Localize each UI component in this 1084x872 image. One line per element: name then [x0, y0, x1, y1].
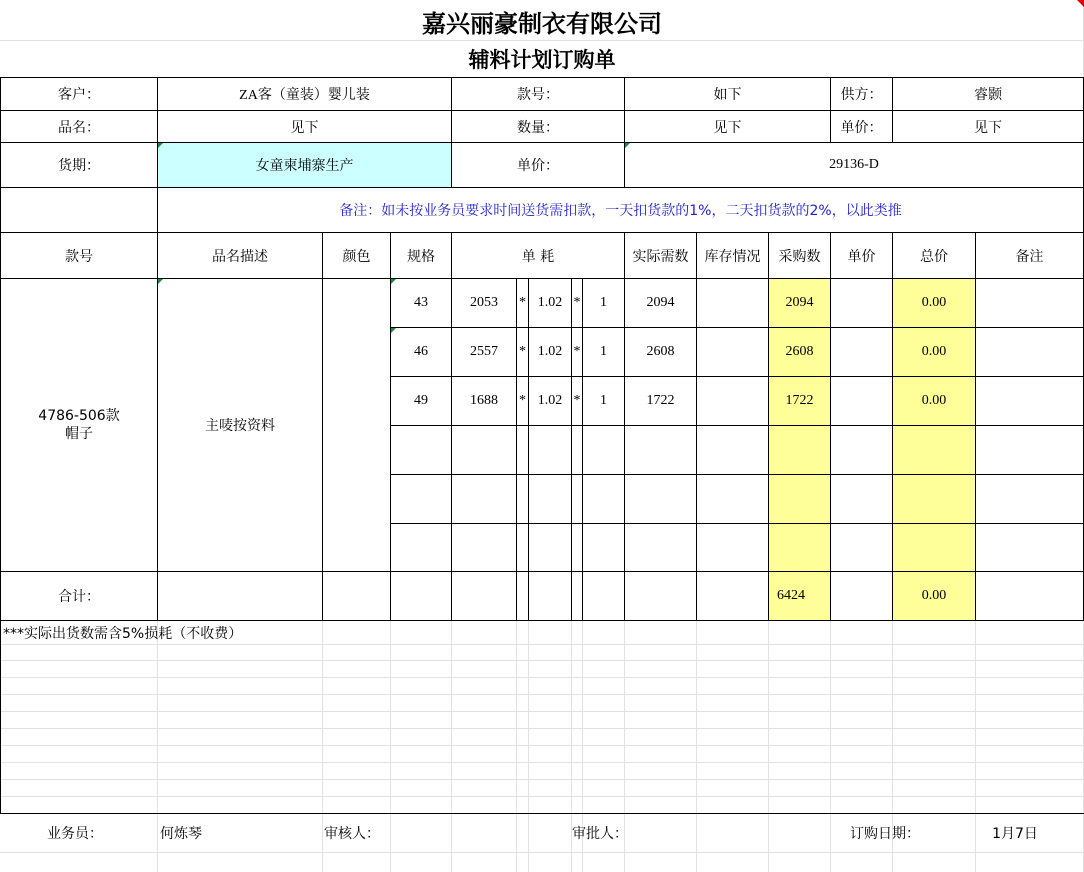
form-title: 辅料计划订购单: [468, 47, 616, 72]
total-rate[interactable]: [528, 571, 572, 621]
comment-marker: [158, 143, 163, 148]
row-rate[interactable]: 1.02: [528, 278, 572, 328]
row-actual[interactable]: 2094: [624, 278, 697, 328]
row-unit-price[interactable]: [830, 425, 893, 475]
row-spec[interactable]: 49: [390, 376, 452, 426]
row-stock[interactable]: [696, 425, 769, 475]
row-actual[interactable]: [624, 425, 697, 475]
row-note[interactable]: [975, 376, 1084, 426]
total-note[interactable]: [975, 571, 1084, 621]
row-total[interactable]: 0.00: [892, 376, 976, 426]
customer-label: 客户：: [0, 77, 158, 111]
total-unit-price[interactable]: [830, 571, 893, 621]
price2-label: 单价：: [451, 142, 625, 188]
comment-marker: [391, 328, 396, 333]
row-op2: *: [571, 278, 583, 328]
header-color: 颜色: [322, 232, 391, 279]
header-consumption: 单 耗: [451, 232, 625, 279]
row-purchase[interactable]: 2608: [768, 327, 831, 377]
company-title: 嘉兴丽豪制衣有限公司: [422, 8, 662, 38]
row-mult[interactable]: [582, 523, 625, 572]
row-mult[interactable]: [582, 474, 625, 524]
customer-value[interactable]: ZA客（童装）婴儿装: [157, 77, 452, 111]
supplier-value[interactable]: 睿颢: [892, 77, 1084, 111]
header-purchase-qty: 采购数: [768, 232, 831, 279]
row-note[interactable]: [975, 278, 1084, 328]
header-total-price: 总价: [892, 232, 976, 279]
remark-text: 备注：如未按业务员要求时间送货需扣款，一天扣货款的1%，二天扣货款的2%，以此类推: [157, 187, 1084, 233]
header-actual-need: 实际需数: [624, 232, 697, 279]
header-unit-price: 单价: [830, 232, 893, 279]
reviewer-label: 审核人：: [324, 826, 380, 842]
style-label: 款号：: [451, 77, 625, 111]
total-spec[interactable]: [390, 571, 452, 621]
style-no-line1: 4786-506款: [38, 408, 120, 424]
color-cell[interactable]: [322, 278, 391, 572]
row-note[interactable]: [975, 474, 1084, 524]
row-spec[interactable]: [390, 523, 452, 572]
header-spec: 规格: [390, 232, 452, 279]
row-base[interactable]: [451, 474, 517, 524]
row-spec[interactable]: [390, 425, 452, 475]
qty-label: 数量：: [451, 110, 625, 143]
row-note[interactable]: [975, 327, 1084, 377]
row-base[interactable]: [451, 425, 517, 475]
product-value[interactable]: 见下: [157, 110, 452, 143]
row-total[interactable]: 0.00: [892, 278, 976, 328]
comment-marker: [625, 143, 630, 148]
row-total[interactable]: [892, 425, 976, 475]
row-actual[interactable]: 1722: [624, 376, 697, 426]
row-actual[interactable]: 2608: [624, 327, 697, 377]
unit-price-label: 单价：: [830, 110, 893, 143]
row-actual[interactable]: [624, 523, 697, 572]
row-base[interactable]: 2557: [451, 327, 517, 377]
row-note[interactable]: [975, 425, 1084, 475]
order-date-label: 订购日期：: [850, 826, 920, 842]
row-unit-price[interactable]: [830, 523, 893, 572]
style-no-cell[interactable]: [0, 278, 158, 572]
total-price[interactable]: 0.00: [892, 571, 976, 621]
unit-price-value[interactable]: 见下: [892, 110, 1084, 143]
row-mult[interactable]: 1: [582, 376, 625, 426]
footnote-text: ***实际出货数需含5%损耗（不收费）: [3, 626, 243, 642]
total-color[interactable]: [322, 571, 391, 621]
supplier-label: 供方：: [830, 77, 893, 111]
row-stock[interactable]: [696, 278, 769, 328]
total-actual[interactable]: [624, 571, 697, 621]
comment-marker: [391, 279, 396, 284]
order-date-value[interactable]: 1月7日: [992, 826, 1038, 842]
product-label: 品名：: [0, 110, 158, 143]
row-op2: *: [571, 376, 583, 426]
description-cell[interactable]: 主唛按资料: [157, 278, 323, 572]
row-rate[interactable]: 1.02: [528, 327, 572, 377]
row-unit-price[interactable]: [830, 327, 893, 377]
style-no-line2: 帽子: [65, 426, 93, 442]
header-stock: 库存情况: [696, 232, 769, 279]
row-spec[interactable]: 43: [390, 278, 452, 328]
total-base[interactable]: [451, 571, 517, 621]
header-style-no: 款号: [0, 232, 158, 279]
row-op1: *: [516, 327, 529, 377]
row-base[interactable]: 1688: [451, 376, 517, 426]
row-op2: *: [571, 327, 583, 377]
header-note: 备注: [975, 232, 1084, 279]
remark-blank: [0, 187, 158, 233]
total-description[interactable]: [157, 571, 323, 621]
row-purchase[interactable]: [768, 425, 831, 475]
style-value[interactable]: 如下: [624, 77, 831, 111]
header-description: 品名描述: [157, 232, 323, 279]
delivery-value[interactable]: 女童柬埔寨生产: [157, 142, 452, 188]
row-stock[interactable]: [696, 327, 769, 377]
row-rate[interactable]: [528, 523, 572, 572]
row-total[interactable]: [892, 474, 976, 524]
qty-value[interactable]: 见下: [624, 110, 831, 143]
row-mult[interactable]: 1: [582, 327, 625, 377]
row-rate[interactable]: [528, 425, 572, 475]
row-op1: *: [516, 278, 529, 328]
row-purchase[interactable]: [768, 474, 831, 524]
total-purchase[interactable]: 6424: [768, 571, 831, 621]
row-purchase[interactable]: 1722: [768, 376, 831, 426]
row-unit-price[interactable]: [830, 278, 893, 328]
row-spec[interactable]: 46: [390, 327, 452, 377]
total-mult[interactable]: [582, 571, 625, 621]
row-total[interactable]: [892, 523, 976, 572]
row-purchase[interactable]: [768, 523, 831, 572]
row-mult[interactable]: 1: [582, 278, 625, 328]
price2-value[interactable]: 29136-D: [624, 142, 1084, 188]
delivery-label: 货期：: [0, 142, 158, 188]
approver-label: 审批人：: [572, 826, 628, 842]
salesperson-value[interactable]: 何炼琴: [160, 826, 202, 842]
row-stock[interactable]: [696, 474, 769, 524]
row-total[interactable]: 0.00: [892, 327, 976, 377]
salesperson-label: 业务员：: [47, 826, 103, 842]
row-purchase[interactable]: 2094: [768, 278, 831, 328]
row-mult[interactable]: [582, 425, 625, 475]
total-stock[interactable]: [696, 571, 769, 621]
row-spec[interactable]: [390, 474, 452, 524]
total-label: 合计：: [0, 571, 158, 621]
row-rate[interactable]: 1.02: [528, 376, 572, 426]
row-rate[interactable]: [528, 474, 572, 524]
comment-marker: [158, 279, 163, 284]
row-base[interactable]: 2053: [451, 278, 517, 328]
row-unit-price[interactable]: [830, 474, 893, 524]
row-actual[interactable]: [624, 474, 697, 524]
row-stock[interactable]: [696, 523, 769, 572]
row-stock[interactable]: [696, 376, 769, 426]
row-op1: *: [516, 376, 529, 426]
footnote-region: [0, 620, 1084, 814]
row-note[interactable]: [975, 523, 1084, 572]
row-unit-price[interactable]: [830, 376, 893, 426]
row-base[interactable]: [451, 523, 517, 572]
